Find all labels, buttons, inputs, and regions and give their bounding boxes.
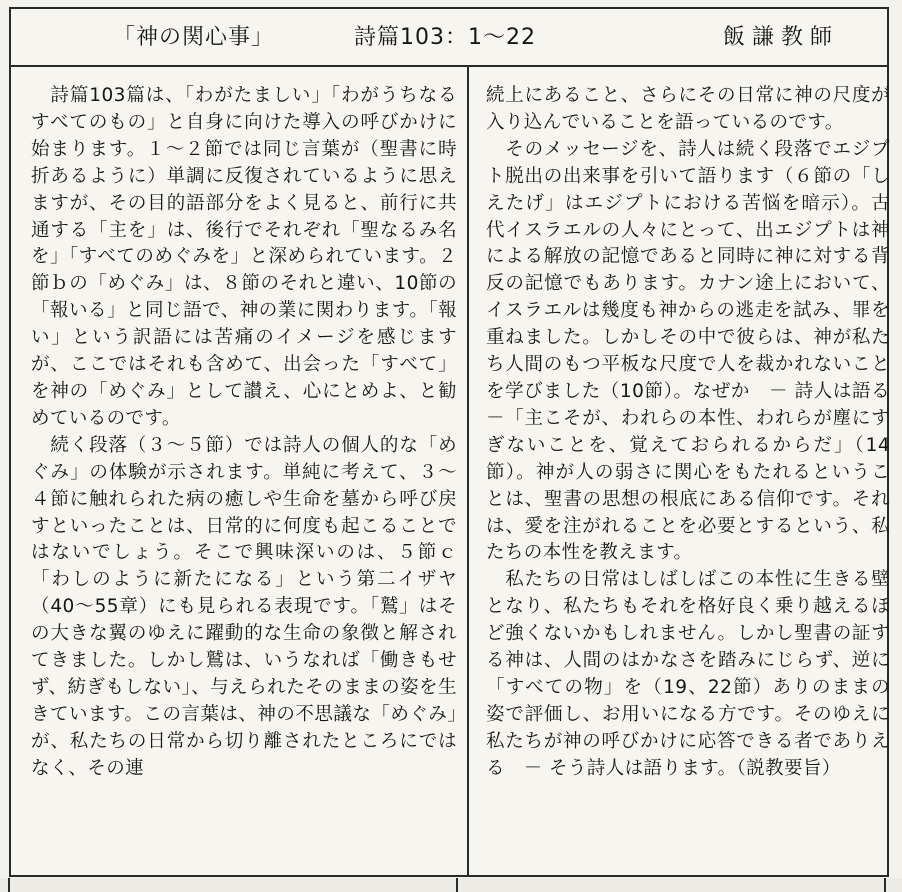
column-divider [467, 65, 469, 877]
left-column [31, 83, 457, 873]
right-paragraph-3: 私たちの日常はしばしばこの本性に生きる壁となり、私たちもそれを格好良く乗り越えるほど強くないかもしれません。しかし聖書の証する神は、人間のはかなさを踏みにじらず、逆に「すべての物」を（19、22節）ありのままの姿で評価し、お用いになる方です。そのゆえに私たちが神の呼びかけに応答できる者でありえる － そう詩人は語ります。（説教要旨） [486, 569, 890, 779]
article-frame [9, 7, 889, 877]
bottom-border-strip [0, 878, 902, 892]
right-column [486, 83, 890, 873]
left-paragraph-2: 続く段落（３〜５節）では詩人の個人的な「めぐみ」の体験が示されます。単純に考えて、３〜４節に触れられた病の癒しや生命を墓から呼び戻すといったことは、日常的に何度も起こることではないでしょう。そこで興味深いのは、５節ｃ「わしのように新たになる」という第二イザヤ（40〜55章）にも見られる表現です。「鷲」はその大きな翼のゆえに躍動的な生命の象徴と解されてきました。しかし鷲は、いうなれば「働きもせず、紡ぎもしない」、与えられたそのままの姿を生きています。この言葉は、神の不思議な「めぐみ」が、私たちの日常から切り離されたところにではなく、その連 [31, 434, 457, 779]
bottom-rule-left [8, 878, 10, 892]
right-paragraph-2: そのメッセージを、詩人は続く段落でエジプト脱出の出来事を引いて語ります（６節の「しえたげ」はエジプトにおける苦悩を暗示）。古代イスラエルの人々にとって、出エジプトは神による解放の記憶であると同時に神に対する背反の記憶でもあります。カナン途上において、イスラエルは幾度も神からの逃走を試み、罪を重ねました。しかしその中で彼らは、神が私たち人間のもつ平板な尺度で人を裁かれないことを学びました（10節）。なぜか － 詩人は語る －「主こそが、われらの本性、われらが塵にすぎないことを、覚えておられるからだ」（14節）。神が人の弱さに関心をもたれるということは、聖書の思想の根底にある信仰です。それは、愛を注がれることを必要とするという、私たちの本性を教えます。 [486, 138, 890, 564]
left-paragraph-1: 詩篇103篇は、「わがたましい」「わがうちなるすべてのもの」と自身に向けた導入の呼びかけに始まります。１〜２節では同じ言葉が（聖書に時折あるように）単調に反復されているように思えますが、その目的語部分をよく見ると、前行に共通する「主を」は、後行でそれぞれ「聖なるみ名を」「すべてのめぐみを」と深められています。２節ｂの「めぐみ」は、８節のそれと違い、10節の「報いる」と同じ語で、神の業に関わります。「報い」という訳語には苦痛のイメージを感じますが、ここではそれも含めて、出会った「すべて」を神の「めぐみ」として讃え、心にとめよ、と勧めているのです。 [31, 85, 457, 429]
right-paragraph-1: 続上にあること、さらにその日常に神の尺度が入り込んでいることを語っているのです。 [486, 85, 890, 133]
scripture-reference: 詩篇103：1〜22 [354, 25, 536, 50]
bottom-rule-middle [456, 878, 458, 892]
author-name: 飯謙教師 [723, 25, 840, 50]
article-header [11, 9, 887, 67]
bottom-rule-right [884, 878, 886, 892]
sermon-title: 「神の関心事」 [113, 25, 275, 50]
